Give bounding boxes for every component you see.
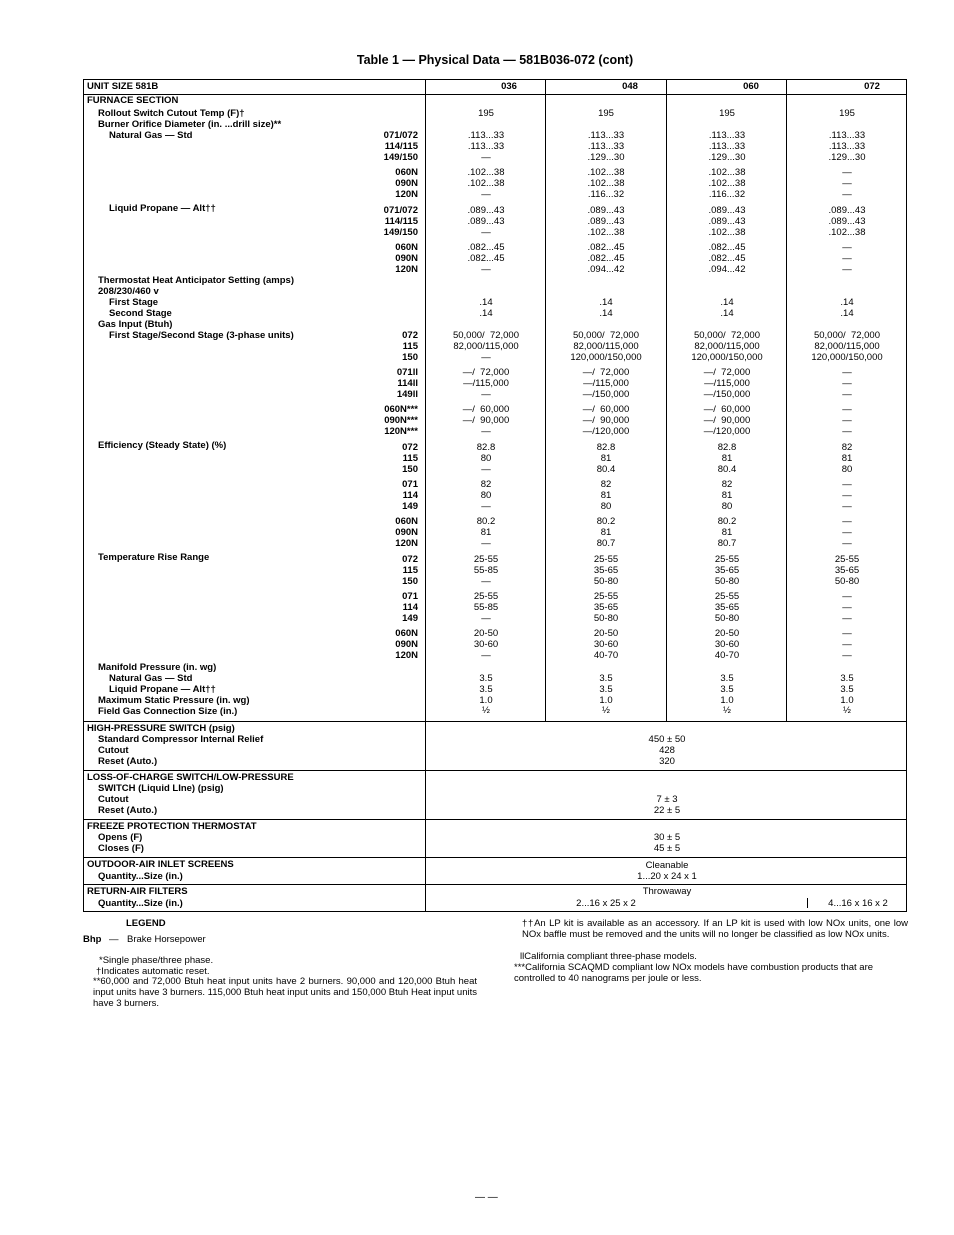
value-cell: .082...45 .082...45 .094...42 — [587, 242, 625, 275]
rollout-048: 195 — [598, 108, 614, 119]
unit-model-sizes: 071/072 114/115 149/150 — [383, 130, 418, 163]
value-cell: .089...43 .089...43 .102...38 — [708, 205, 746, 238]
legend-bhp-key: Bhp — [83, 934, 102, 945]
value-cell: .089...43 .089...43 — — [467, 205, 505, 238]
note-burners: **60,000 and 72,000 Btuh heat input units have 2 burners. 90,000 and 120,000 Btuh heat input units have 3 burners. 115,000 Btuh heat input units and 150,000 Btuh Heat input units have 3 burners. — [93, 976, 477, 1009]
value-cell: .14 .14 — [720, 297, 734, 319]
value-cell: 50,000/ 72,000 82,000/115,000 — — [452, 330, 520, 363]
filters-size-b: 4...16 x 16 x 2 — [828, 898, 888, 909]
value-cell: 3.5 3.5 1.0 ½ — [479, 673, 493, 717]
col-060-header: 060 — [743, 81, 759, 92]
value-cell: 50,000/ 72,000 82,000/115,000 120,000/150,000 — [691, 330, 763, 363]
value-cell: 82.8 81 80.4 — [717, 442, 737, 475]
unit-model-sizes: 071/072 114/115 149/150 — [383, 205, 418, 238]
freeze-values: 30 ± 5 45 ± 5 — [653, 832, 681, 854]
col-072-header: 072 — [864, 81, 880, 92]
ng-label: Natural Gas — Std — [109, 130, 193, 141]
screens-qty-label: Quantity...Size (in.) — [98, 871, 183, 882]
rollout-036: 195 — [478, 108, 494, 119]
value-cell: 25-55 35-65 50-80 — [834, 554, 860, 587]
value-cell: 82 81 80 — [721, 479, 733, 512]
rollout-060: 195 — [719, 108, 735, 119]
unit-model-sizes: 060N 090N 120N — [395, 628, 418, 661]
value-cell: —/ 60,000 —/ 90,000 —/120,000 — [582, 404, 630, 437]
legend-heading: LEGEND — [126, 918, 166, 929]
legend-bhp-dash: — — [109, 934, 119, 945]
table-header-row — [84, 80, 906, 95]
value-cell: .082...45 .082...45 — — [467, 242, 505, 275]
unit-model-sizes: 071 114 149 — [402, 591, 418, 624]
value-cell: 82 80 — — [480, 479, 492, 512]
value-cell: 25-55 35-65 50-80 — [593, 591, 619, 624]
value-cell: 82.8 80 — — [476, 442, 496, 475]
unit-model-sizes: 060N 090N 120N — [395, 167, 418, 200]
value-cell: — — — — [842, 404, 852, 437]
unit-model-sizes: 060N 090N 120N — [395, 242, 418, 275]
loc-section-label: LOSS-OF-CHARGE SWITCH/LOW-PRESSURE — [87, 772, 294, 783]
value-cell: 82 81 80 — [600, 479, 612, 512]
filters-section-label: RETURN-AIR FILTERS — [87, 886, 188, 897]
value-cell: .102...38 .102...38 .116...32 — [708, 167, 746, 200]
value-cell: —/ 72,000 —/115,000 —/150,000 — [582, 367, 630, 400]
value-cell: 80.2 81 — — [476, 516, 496, 549]
value-cell: .14 .14 — [599, 297, 613, 319]
value-cell: 50,000/ 72,000 82,000/115,000 120,000/150,000 — [811, 330, 883, 363]
unit-model-sizes: 060N*** 090N*** 120N*** — [384, 404, 418, 437]
unit-model-sizes: 071 114 149 — [402, 479, 418, 512]
value-cell: 50,000/ 72,000 82,000/115,000 120,000/150,000 — [570, 330, 642, 363]
value-cell: 82 81 80 — [841, 442, 853, 475]
value-cell: 82.8 81 80.4 — [596, 442, 616, 475]
value-cell: .113...33 .113...33 .129...30 — [828, 130, 866, 163]
screens-values: Cleanable 1...20 x 24 x 1 — [637, 860, 697, 882]
filters-size-a: 2...16 x 25 x 2 — [576, 898, 636, 909]
section-divider — [84, 884, 906, 885]
gas-stage-label: First Stage/Second Stage (3-phase units) — [109, 330, 294, 341]
stage-labels: First Stage Second Stage — [109, 297, 172, 319]
value-cell: —/ 60,000 —/ 90,000 —/120,000 — [703, 404, 751, 437]
value-cell: .089...43 .089...43 .102...38 — [587, 205, 625, 238]
hps-values: 450 ± 50 428 320 — [648, 734, 686, 767]
col-036-header: 036 — [501, 81, 517, 92]
value-cell: 80.2 81 80.7 — [717, 516, 737, 549]
hps-labels: Standard Compressor Internal Relief Cutout Reset (Auto.) — [98, 734, 264, 767]
page-footer: — — — [475, 1192, 498, 1203]
rollout-label: Rollout Switch Cutout Temp (F)† — [98, 108, 245, 119]
value-cell: 3.5 3.5 1.0 ½ — [599, 673, 613, 717]
unit-size-header: UNIT SIZE 581B — [87, 81, 159, 92]
freeze-section-label: FREEZE PROTECTION THERMOSTAT — [87, 821, 257, 832]
value-cell: —/ 60,000 —/ 90,000 — — [462, 404, 510, 437]
unit-model-sizes: 060N 090N 120N — [395, 516, 418, 549]
unit-model-sizes: 071ll 114ll 149ll — [396, 367, 418, 400]
physical-data-table — [83, 79, 907, 912]
value-cell: .089...43 .089...43 .102...38 — [828, 205, 866, 238]
note-california: llCalifornia compliant three-phase models. — [520, 951, 697, 962]
manifold-sub-labels: Natural Gas — Std Liquid Propane — Alt†† — [109, 673, 216, 695]
section-divider — [84, 721, 906, 722]
rollout-072: 195 — [839, 108, 855, 119]
value-cell: — — — — [842, 591, 852, 624]
value-cell: .113...33 .113...33 — — [467, 130, 505, 163]
loc-sub-label: SWITCH (Liquid LIne) (psig) — [98, 783, 224, 794]
value-cell: — — — — [842, 516, 852, 549]
static-pressure-labels: Maximum Static Pressure (in. wg) Field Gas Connection Size (in.) — [98, 695, 250, 717]
value-cell: .082...45 .082...45 .094...42 — [708, 242, 746, 275]
section-divider — [84, 819, 906, 820]
value-cell: .113...33 .113...33 .129...30 — [708, 130, 746, 163]
value-cell: 20-50 30-60 — — [473, 628, 499, 661]
filters-type: Throwaway — [642, 886, 692, 897]
value-cell: — — — — [842, 242, 852, 275]
freeze-labels: Opens (F) Closes (F) — [98, 832, 144, 854]
value-cell: .102...38 .102...38 .116...32 — [587, 167, 625, 200]
note-auto-reset: †Indicates automatic reset. — [96, 966, 210, 977]
value-cell: 3.5 3.5 1.0 ½ — [840, 673, 854, 717]
value-cell: 25-55 35-65 50-80 — [714, 554, 740, 587]
value-cell: — — — — [842, 479, 852, 512]
filters-qty-label: Quantity...Size (in.) — [98, 898, 183, 909]
loc-labels: Cutout Reset (Auto.) — [98, 794, 158, 816]
value-cell: 20-50 30-60 40-70 — [593, 628, 619, 661]
value-cell: 25-55 55-85 — — [473, 554, 499, 587]
lp-label: Liquid Propane — Alt†† — [109, 203, 216, 214]
unit-model-sizes: 072 115 150 — [402, 330, 418, 363]
hps-section-label: HIGH-PRESSURE SWITCH (psig) — [87, 723, 235, 734]
value-cell: — — — — [842, 367, 852, 400]
unit-model-sizes: 072 115 150 — [402, 554, 418, 587]
value-cell: .14 .14 — [479, 297, 493, 319]
efficiency-label: Efficiency (Steady State) (%) — [98, 440, 227, 451]
value-cell: 3.5 3.5 1.0 ½ — [720, 673, 734, 717]
value-cell: 25-55 55-85 — — [473, 591, 499, 624]
manifold-label: Manifold Pressure (in. wg) — [98, 662, 217, 673]
table-title: Table 1 — Physical Data — 581B036-072 (cont) — [356, 53, 634, 67]
legend-bhp-value: Brake Horsepower — [127, 934, 206, 945]
loc-values: 7 ± 3 22 ± 5 — [653, 794, 681, 816]
orifice-label: Burner Orifice Diameter (in. ...drill size)** — [98, 119, 282, 130]
value-cell: .113...33 .113...33 .129...30 — [587, 130, 625, 163]
section-divider — [84, 770, 906, 771]
value-cell: — — — — [842, 167, 852, 200]
furnace-section-label: FURNACE SECTION — [87, 95, 179, 106]
value-cell: 20-50 30-60 40-70 — [714, 628, 740, 661]
note-single-phase: *Single phase/three phase. — [99, 955, 214, 966]
value-cell: 25-55 35-65 50-80 — [593, 554, 619, 587]
gas-input-label: Gas Input (Btuh) — [98, 319, 173, 330]
value-cell: .102...38 .102...38 — — [467, 167, 505, 200]
unit-model-sizes: 072 115 150 — [402, 442, 418, 475]
value-cell: —/ 72,000 —/115,000 —/150,000 — [703, 367, 751, 400]
value-cell: —/ 72,000 —/115,000 — — [462, 367, 510, 400]
value-cell: — — — — [842, 628, 852, 661]
col-048-header: 048 — [622, 81, 638, 92]
value-cell: 80.2 81 80.7 — [596, 516, 616, 549]
value-cell: 25-55 35-65 50-80 — [714, 591, 740, 624]
anticipator-label: Thermostat Heat Anticipator Setting (amps) 208/230/460 v — [98, 275, 295, 297]
value-cell: .14 .14 — [840, 297, 854, 319]
screens-section-label: OUTDOOR-AIR INLET SCREENS — [87, 859, 234, 870]
note-lp-kit: ††An LP kit is available as an accessory. If an LP kit is used with low NOx units, one low NOx baffle must be removed and the units will no longer be classified as low NOx units. — [522, 918, 908, 940]
temprise-label: Temperature Rise Range — [98, 552, 210, 563]
note-scaqmd: ***California SCAQMD compliant low NOx models have combustion products that are controlled to 40 nanograms per joule or less. — [514, 962, 874, 984]
section-divider — [84, 857, 906, 858]
